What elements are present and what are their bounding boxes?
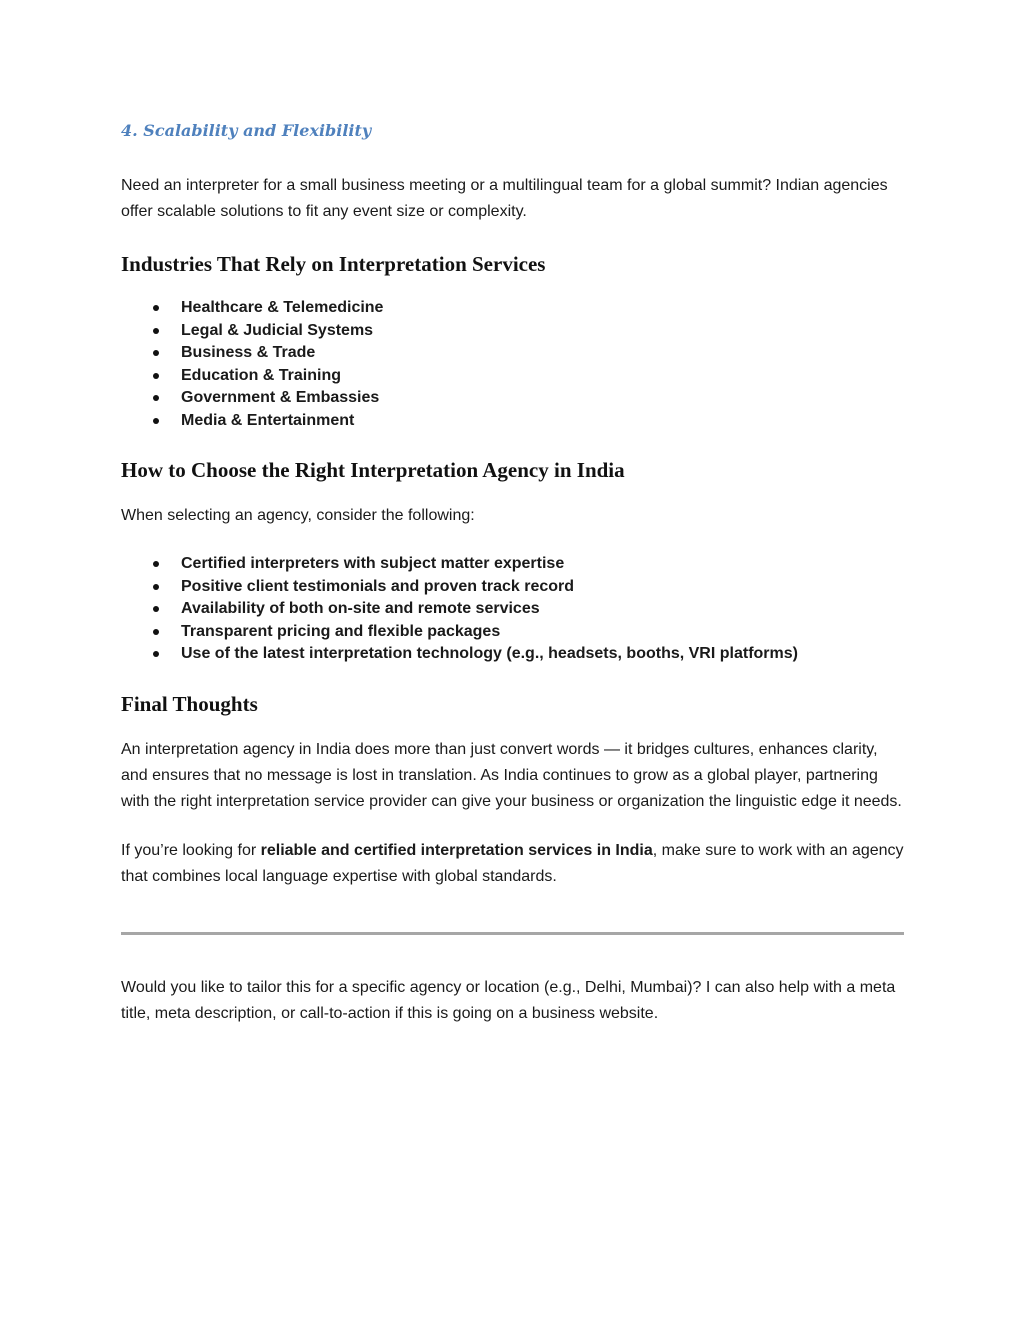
- list-item: Business & Trade: [121, 342, 904, 365]
- list-item: Legal & Judicial Systems: [121, 320, 904, 343]
- section-subheading: 4. Scalability and Flexibility: [121, 121, 372, 140]
- list-item: Certified interpreters with subject matter expertise: [121, 553, 904, 576]
- list-item: Government & Embassies: [121, 387, 904, 410]
- industries-list: [121, 297, 904, 432]
- list-item: Use of the latest interpretation technology (e.g., headsets, booths, VRI platforms): [121, 643, 904, 666]
- horizontal-divider: [121, 932, 904, 935]
- final-paragraph: An interpretation agency in India does more than just convert words — it bridges cultures, enhances clarity, and ensures that no message is lost in translation. As India continues to grow as a global player, partnering with the right interpretation service provider can give your business or organization the linguistic edge it needs.: [121, 740, 902, 810]
- cta-text-before: If you’re looking for: [121, 841, 261, 859]
- section-paragraph: Need an interpreter for a small business meeting or a multilingual team for a global summit? Indian agencies offer scalable solutions to fit any event size or complexity.: [121, 177, 888, 220]
- list-item: Healthcare & Telemedicine: [121, 297, 904, 320]
- list-item: Positive client testimonials and proven track record: [121, 576, 904, 599]
- list-item: Media & Entertainment: [121, 410, 904, 433]
- choose-heading: How to Choose the Right Interpretation Agency in India: [121, 458, 625, 482]
- cta-bold-text: reliable and certified interpretation services in India: [260, 841, 653, 859]
- choose-intro: When selecting an agency, consider the following:: [121, 507, 475, 524]
- list-item: Education & Training: [121, 365, 904, 388]
- list-item: Transparent pricing and flexible packages: [121, 621, 904, 644]
- cta-paragraph: [121, 838, 904, 890]
- choose-list: [121, 553, 904, 666]
- list-item: Availability of both on-site and remote services: [121, 598, 904, 621]
- cta-text-after: , make sure to work with an agency that combines local language expertise with global standards.: [121, 841, 904, 885]
- final-heading: Final Thoughts: [121, 691, 258, 716]
- industries-heading: Industries That Rely on Interpretation Services: [121, 252, 546, 276]
- document-content: [121, 119, 904, 1027]
- followup-paragraph: Would you like to tailor this for a specific agency or location (e.g., Delhi, Mumbai)? I can also help with a meta title, meta description, or call-to-action if this is going on a business website.: [121, 978, 896, 1022]
